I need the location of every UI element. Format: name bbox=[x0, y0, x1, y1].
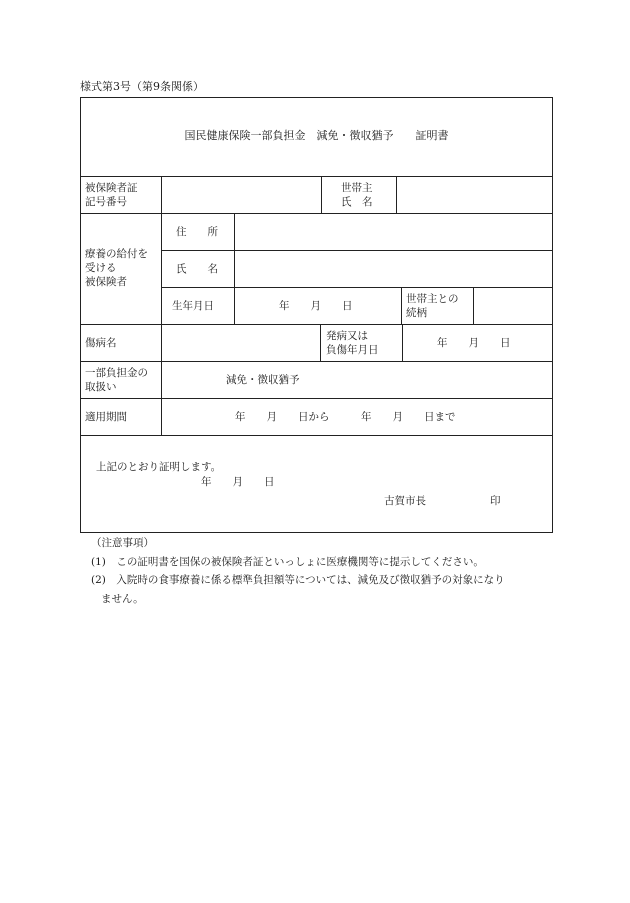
onset-label: 発病又は bbox=[326, 330, 368, 342]
table-border-right bbox=[552, 97, 553, 533]
notes-heading: （注意事項） bbox=[91, 537, 154, 549]
row-divider bbox=[161, 250, 553, 251]
row-divider bbox=[80, 176, 553, 177]
table-border-bottom bbox=[80, 532, 553, 533]
onset-label: 負傷年月日 bbox=[326, 344, 379, 356]
table-border-top bbox=[80, 97, 553, 98]
period-value: 年 月 日から 年 月 日まで bbox=[235, 411, 456, 423]
certification-date: 年 月 日 bbox=[201, 476, 275, 488]
column-divider bbox=[161, 176, 162, 435]
relation-label: 世帯主との bbox=[406, 293, 459, 305]
handling-label: 取扱い bbox=[85, 381, 117, 393]
handling-value: 減免・徴収猶予 bbox=[226, 374, 300, 386]
note-item: (1) この証明書を国保の被保険者証といっしょに医療機関等に提示してください。 bbox=[91, 556, 484, 568]
name-label: 氏 名 bbox=[176, 263, 218, 275]
period-label: 適用期間 bbox=[85, 411, 127, 423]
recipient-label: 受ける bbox=[85, 262, 117, 274]
row-divider bbox=[80, 213, 553, 214]
row-divider bbox=[80, 435, 553, 436]
table-border-left bbox=[80, 97, 81, 533]
row-divider bbox=[80, 398, 553, 399]
column-divider bbox=[401, 287, 402, 324]
handling-label: 一部負担金の bbox=[85, 367, 148, 379]
certification-statement: 上記のとおり証明します。 bbox=[96, 461, 222, 473]
note-item-continuation: ません。 bbox=[101, 593, 144, 605]
column-divider bbox=[402, 324, 403, 361]
column-divider bbox=[473, 287, 474, 324]
row-divider bbox=[80, 361, 553, 362]
insured-cert-label: 記号番号 bbox=[85, 196, 127, 208]
form-title: 国民健康保険一部負担金 減免・徴収猶予 証明書 bbox=[184, 129, 449, 142]
dob-value: 年 月 日 bbox=[279, 300, 353, 312]
column-divider bbox=[321, 176, 322, 213]
onset-value: 年 月 日 bbox=[437, 337, 511, 349]
issuer-name: 古賀市長 bbox=[384, 495, 426, 507]
recipient-label: 被保険者 bbox=[85, 276, 127, 288]
column-divider bbox=[320, 324, 321, 361]
seal-mark: 印 bbox=[490, 495, 501, 507]
row-divider bbox=[80, 324, 553, 325]
note-item: (2) 入院時の食事療養に係る標準負担額等については、減免及び徴収猶予の対象になり bbox=[91, 574, 505, 586]
relation-label: 続柄 bbox=[406, 307, 427, 319]
householder-label: 氏 名 bbox=[341, 196, 373, 208]
disease-label: 傷病名 bbox=[85, 337, 117, 349]
column-divider bbox=[396, 176, 397, 213]
address-label: 住 所 bbox=[176, 226, 218, 238]
column-divider bbox=[234, 213, 235, 324]
recipient-label: 療養の給付を bbox=[85, 248, 148, 260]
form-number: 様式第3号（第9条関係） bbox=[80, 80, 204, 93]
householder-label: 世帯主 bbox=[341, 182, 373, 194]
insured-cert-label: 被保険者証 bbox=[85, 182, 138, 194]
row-divider bbox=[161, 287, 553, 288]
dob-label: 生年月日 bbox=[172, 300, 214, 312]
